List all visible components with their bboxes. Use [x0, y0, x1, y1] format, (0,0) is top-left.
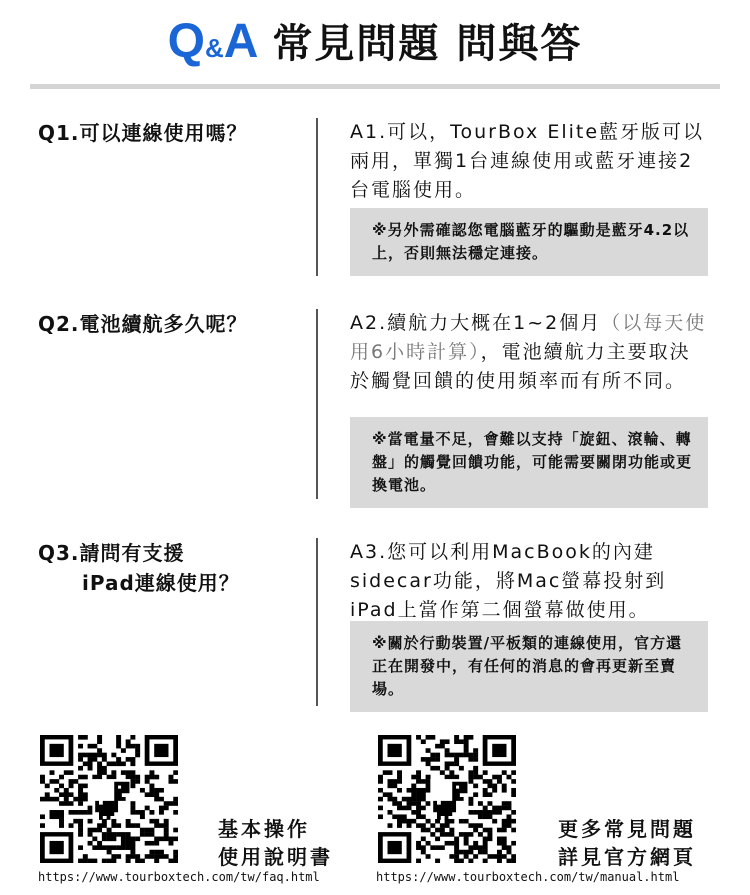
qr-1-caption	[218, 815, 333, 871]
qr-pattern	[378, 735, 516, 863]
answer-2-tail: ，電池續航力主要取決於觸覺回饋的使用頻率而有所不同。	[350, 341, 691, 392]
note-3: ※關於行動裝置/平板類的連線使用，官方還正在開發中，有任何的消息的會再更新至賣場。	[350, 621, 708, 712]
qr-2-caption	[558, 815, 696, 871]
question-3	[38, 538, 298, 598]
qa-divider-2	[316, 309, 318, 499]
dinosaur-icon	[92, 779, 130, 820]
question-2-text: Q2.電池續航多久呢？	[38, 312, 248, 336]
question-3-line1: Q3.請問有支援	[38, 541, 185, 565]
answer-3-text: A3.您可以利用MacBook的內建sidecar功能，將Mac螢幕投射到iPad上當作第二個螢幕做使用。	[350, 541, 667, 621]
answer-3	[350, 538, 710, 625]
title-q: Q	[167, 15, 205, 68]
title-a: A	[223, 15, 259, 68]
answer-2-text: A2.續航力大概在1~2個月	[350, 312, 602, 334]
qr-1-caption-line1: 基本操作	[218, 817, 310, 841]
note-2: ※當電量不足，會難以支持「旋鈕、滾輪、轉盤」的觸覺回饋功能，可能需要關閉功能或更換電池。	[350, 417, 708, 508]
dinosaur-icon	[430, 779, 468, 820]
question-1-text: Q1.可以連線使用嗎？	[38, 121, 248, 145]
note-1: ※另外需確認您電腦藍牙的驅動是藍牙4.2以上，否則無法穩定連接。	[350, 208, 708, 276]
title-text: 常見問題 問與答	[272, 21, 583, 67]
qr-pattern	[40, 735, 178, 863]
title-amp: &	[205, 33, 224, 63]
answer-1	[350, 118, 710, 205]
qr-code-faq[interactable]	[40, 735, 178, 863]
question-1	[38, 118, 298, 148]
header-divider	[30, 84, 720, 89]
page-title	[0, 14, 750, 76]
qr-2-url[interactable]: https://www.tourboxtech.com/tw/manual.html	[376, 870, 680, 884]
qr-1-url[interactable]: https://www.tourboxtech.com/tw/faq.html	[38, 870, 320, 884]
qa-divider-3	[316, 538, 318, 706]
qr-2-caption-line2: 詳見官方網頁	[558, 845, 696, 869]
qr-code-manual[interactable]	[378, 735, 516, 863]
qr-1-caption-line2: 使用說明書	[218, 845, 333, 869]
answer-1-text: A1.可以，TourBox Elite藍牙版可以兩用，單獨1台連線使用或藍牙連接2台電腦使用。	[350, 121, 705, 201]
question-2	[38, 309, 298, 339]
question-3-line2: iPad連線使用？	[82, 571, 240, 595]
qr-2-caption-line1: 更多常見問題	[558, 817, 696, 841]
answer-2	[350, 309, 710, 396]
qa-divider-1	[316, 118, 318, 276]
answer-2-paren: （以每天使用6小時計算）	[350, 312, 707, 363]
